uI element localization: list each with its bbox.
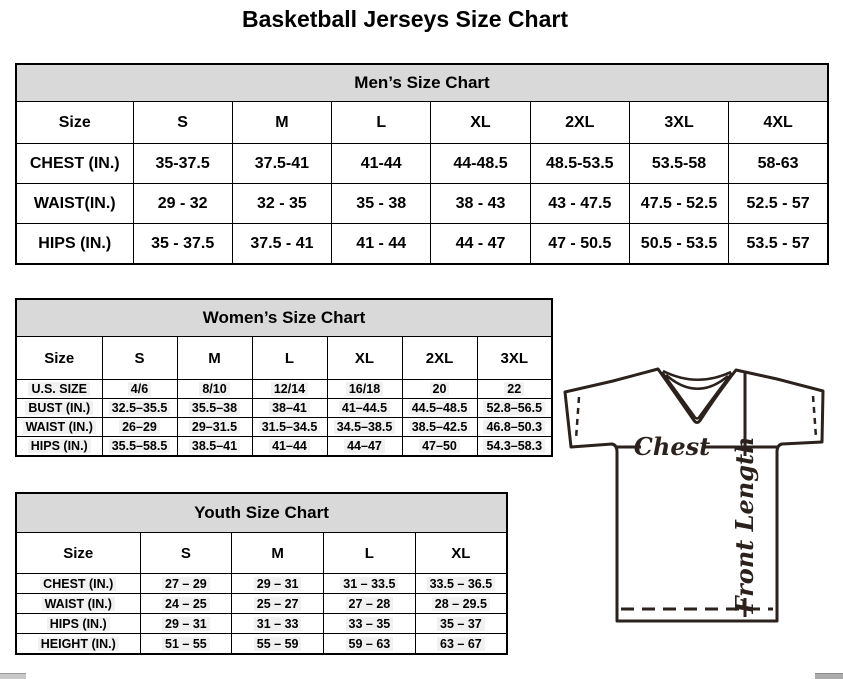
men-table-row	[16, 224, 828, 265]
women-table-row	[16, 399, 552, 418]
women-cell: 20	[402, 380, 477, 399]
youth-cell: 31 – 33.5	[324, 574, 416, 594]
men-table-title: Men’s Size Chart	[16, 64, 828, 102]
men-cell: 48.5-53.5	[530, 144, 629, 184]
page-title: Basketball Jerseys Size Chart	[241, 6, 568, 32]
women-cell: 4/6	[102, 380, 177, 399]
men-cell: 44-48.5	[431, 144, 530, 184]
women-cell: 35.5–38	[177, 399, 252, 418]
youth-cell: 35 – 37	[415, 614, 507, 634]
mens-size-table	[15, 63, 829, 265]
men-column-header: XL	[431, 102, 530, 144]
jersey-outline	[565, 369, 823, 621]
women-row-label: U.S. SIZE	[16, 380, 102, 399]
youth-cell: 55 – 59	[232, 634, 324, 655]
men-cell: 53.5-58	[629, 144, 728, 184]
women-cell: 38.5–41	[177, 437, 252, 457]
men-column-header: L	[332, 102, 431, 144]
men-size-header: Size	[16, 102, 133, 144]
women-cell: 44–47	[327, 437, 402, 457]
women-cell: 32.5–35.5	[102, 399, 177, 418]
women-cell: 47–50	[402, 437, 477, 457]
women-cell: 44.5–48.5	[402, 399, 477, 418]
youth-row-label: CHEST (IN.)	[16, 574, 140, 594]
scrollbar-fragment-right[interactable]	[815, 673, 843, 679]
women-cell: 35.5–58.5	[102, 437, 177, 457]
women-cell: 31.5–34.5	[252, 418, 327, 437]
youth-size-table	[15, 492, 508, 655]
women-cell: 41–44.5	[327, 399, 402, 418]
womens-size-table	[15, 298, 553, 457]
men-cell: 52.5 - 57	[729, 184, 828, 224]
youth-column-header: S	[140, 533, 232, 574]
youth-cell: 27 – 29	[140, 574, 232, 594]
jersey-diagram	[563, 362, 835, 628]
youth-table-row	[16, 574, 507, 594]
youth-cell: 28 – 29.5	[415, 594, 507, 614]
men-cell: 35-37.5	[133, 144, 232, 184]
youth-cell: 25 – 27	[232, 594, 324, 614]
youth-cell: 59 – 63	[324, 634, 416, 655]
men-row-label: WAIST(IN.)	[16, 184, 133, 224]
men-column-header: 4XL	[729, 102, 828, 144]
youth-table-row	[16, 634, 507, 655]
women-cell: 38.5–42.5	[402, 418, 477, 437]
women-cell: 52.8–56.5	[477, 399, 552, 418]
youth-cell: 31 – 33	[232, 614, 324, 634]
jersey-sleeve-seam-left	[576, 397, 579, 439]
men-cell: 43 - 47.5	[530, 184, 629, 224]
men-column-header: 3XL	[629, 102, 728, 144]
men-row-label: CHEST (IN.)	[16, 144, 133, 184]
youth-cell: 27 – 28	[324, 594, 416, 614]
youth-column-header: XL	[415, 533, 507, 574]
men-cell: 29 - 32	[133, 184, 232, 224]
women-column-header: XL	[327, 337, 402, 380]
men-table-row	[16, 144, 828, 184]
youth-row-label: HEIGHT (IN.)	[16, 634, 140, 655]
youth-table-row	[16, 594, 507, 614]
youth-size-header: Size	[16, 533, 140, 574]
women-row-label: HIPS (IN.)	[16, 437, 102, 457]
men-cell: 35 - 37.5	[133, 224, 232, 265]
women-column-header: 3XL	[477, 337, 552, 380]
men-cell: 35 - 38	[332, 184, 431, 224]
men-table-row	[16, 184, 828, 224]
women-cell: 54.3–58.3	[477, 437, 552, 457]
youth-cell: 63 – 67	[415, 634, 507, 655]
women-column-header: L	[252, 337, 327, 380]
youth-column-header: L	[324, 533, 416, 574]
youth-column-header: M	[232, 533, 324, 574]
youth-cell: 33.5 – 36.5	[415, 574, 507, 594]
men-column-header: M	[232, 102, 331, 144]
chest-label: Chest	[633, 432, 711, 461]
men-cell: 38 - 43	[431, 184, 530, 224]
women-cell: 26–29	[102, 418, 177, 437]
men-cell: 37.5 - 41	[232, 224, 331, 265]
men-cell: 58-63	[729, 144, 828, 184]
youth-cell: 33 – 35	[324, 614, 416, 634]
youth-row-label: WAIST (IN.)	[16, 594, 140, 614]
women-column-header: 2XL	[402, 337, 477, 380]
men-cell: 37.5-41	[232, 144, 331, 184]
youth-cell: 24 – 25	[140, 594, 232, 614]
women-row-label: BUST (IN.)	[16, 399, 102, 418]
women-table-row	[16, 437, 552, 457]
men-cell: 41 - 44	[332, 224, 431, 265]
women-cell: 34.5–38.5	[327, 418, 402, 437]
front-length-label: Front Length	[730, 436, 759, 614]
youth-table-title: Youth Size Chart	[16, 493, 507, 533]
jersey-collar-lines	[662, 371, 732, 419]
women-column-header: S	[102, 337, 177, 380]
women-row-label: WAIST (IN.)	[16, 418, 102, 437]
women-column-header: M	[177, 337, 252, 380]
men-cell: 32 - 35	[232, 184, 331, 224]
scrollbar-fragment-left[interactable]	[0, 673, 26, 679]
men-cell: 41-44	[332, 144, 431, 184]
women-cell: 8/10	[177, 380, 252, 399]
youth-cell: 51 – 55	[140, 634, 232, 655]
women-cell: 29–31.5	[177, 418, 252, 437]
youth-cell: 29 – 31	[232, 574, 324, 594]
women-table-row	[16, 418, 552, 437]
women-cell: 22	[477, 380, 552, 399]
women-size-header: Size	[16, 337, 102, 380]
jersey-sleeve-seam-right	[813, 396, 816, 437]
women-cell: 16/18	[327, 380, 402, 399]
women-table-title: Women’s Size Chart	[16, 299, 552, 337]
youth-row-label: HIPS (IN.)	[16, 614, 140, 634]
men-row-label: HIPS (IN.)	[16, 224, 133, 265]
women-cell: 38–41	[252, 399, 327, 418]
women-cell: 12/14	[252, 380, 327, 399]
men-cell: 47.5 - 52.5	[629, 184, 728, 224]
men-cell: 44 - 47	[431, 224, 530, 265]
youth-cell: 29 – 31	[140, 614, 232, 634]
women-table-row	[16, 380, 552, 399]
youth-table-row	[16, 614, 507, 634]
women-cell: 41–44	[252, 437, 327, 457]
men-column-header: S	[133, 102, 232, 144]
men-cell: 50.5 - 53.5	[629, 224, 728, 265]
women-cell: 46.8–50.3	[477, 418, 552, 437]
men-column-header: 2XL	[530, 102, 629, 144]
men-cell: 53.5 - 57	[729, 224, 828, 265]
men-cell: 47 - 50.5	[530, 224, 629, 265]
